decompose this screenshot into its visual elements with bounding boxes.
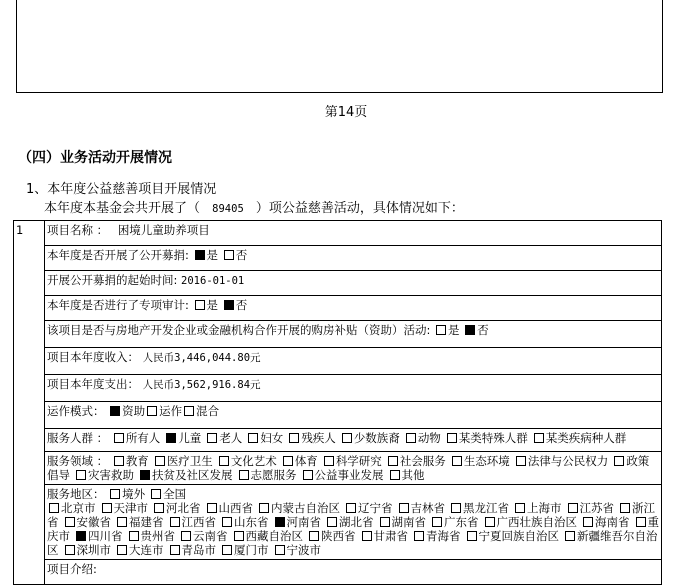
- region-label: 福建省: [129, 515, 164, 529]
- beneficiary-checkbox[interactable]: [534, 433, 544, 443]
- field-option: [112, 454, 151, 468]
- region-label: 云南省: [193, 529, 228, 543]
- beneficiary-label: 某类疾病种人群: [545, 431, 627, 445]
- beneficiary-checkbox[interactable]: [289, 433, 299, 443]
- region-checkbox[interactable]: [117, 517, 127, 527]
- beneficiary-option: [532, 431, 629, 445]
- mode-option: [182, 404, 219, 418]
- region-checkbox[interactable]: [275, 545, 285, 555]
- field-label: 教育: [125, 454, 149, 468]
- field-checkbox[interactable]: [140, 470, 150, 480]
- region-label: 河北省: [166, 501, 201, 515]
- region-checkbox[interactable]: [636, 517, 646, 527]
- region-option: [115, 543, 166, 557]
- region-label: 广西壮族自治区: [496, 515, 577, 529]
- intro-summary: [44, 197, 464, 216]
- region-checkbox[interactable]: [399, 503, 409, 513]
- beneficiary-option: [445, 431, 530, 445]
- region-checkbox[interactable]: [568, 503, 578, 513]
- region-option: [325, 515, 376, 529]
- region-option: [412, 529, 463, 543]
- region-option: [168, 543, 219, 557]
- field-checkbox[interactable]: [283, 456, 293, 466]
- project-intro-label: 项目介绍:: [47, 562, 97, 576]
- region-checkbox[interactable]: [583, 517, 593, 527]
- project-index: 1: [14, 221, 45, 585]
- field-checkbox[interactable]: [76, 470, 86, 480]
- field-checkbox[interactable]: [114, 456, 124, 466]
- region-top-options: [108, 487, 190, 501]
- region-option: [360, 529, 411, 543]
- region-option: [205, 501, 256, 515]
- region-label: 内蒙古自治区: [271, 501, 340, 515]
- region-checkbox[interactable]: [129, 531, 139, 541]
- beneficiary-option: [205, 431, 244, 445]
- field-checkbox[interactable]: [516, 456, 526, 466]
- region-option: [47, 501, 98, 515]
- region-checkbox[interactable]: [362, 531, 372, 541]
- start-date-row: 开展公开募捐的起始时间: 2016-01-01: [45, 271, 662, 296]
- region-label: 吉林省: [410, 501, 445, 515]
- project-name: 困境儿童助养项目: [117, 223, 210, 237]
- beneficiary-checkbox[interactable]: [166, 433, 176, 443]
- region-option: [397, 501, 448, 515]
- section-title: （四）业务活动开展情况: [18, 150, 172, 166]
- mode-checkbox[interactable]: [147, 406, 157, 416]
- region-option: [179, 529, 230, 543]
- region-checkbox[interactable]: [451, 503, 461, 513]
- beneficiary-option: [164, 431, 203, 445]
- field-options: [47, 454, 649, 482]
- public-fundraising-row: 本年度是否开展了公开募捐: 是 否: [45, 246, 662, 271]
- beneficiary-label: 所有人: [125, 431, 161, 445]
- region-checkbox[interactable]: [432, 517, 442, 527]
- region-checkbox[interactable]: [117, 545, 127, 555]
- intro-heading: 1、本年度公益慈善项目开展情况: [26, 182, 217, 197]
- summary-prefix: 本年度本基金会共开展了（: [44, 201, 201, 216]
- region-label: 江苏省: [579, 501, 614, 515]
- mode-label: 混合: [196, 404, 220, 418]
- mode-label: 运作: [159, 404, 183, 418]
- start-date: 2016-01-01: [181, 275, 245, 287]
- region-checkbox[interactable]: [170, 517, 180, 527]
- field-checkbox[interactable]: [324, 456, 334, 466]
- mode-option: [145, 404, 182, 418]
- region-option: [63, 543, 114, 557]
- field-checkbox[interactable]: [239, 470, 249, 480]
- region-label: 四川省: [88, 529, 123, 543]
- region-checkbox[interactable]: [380, 517, 390, 527]
- region-checkbox[interactable]: [154, 503, 164, 513]
- audit-no-checkbox[interactable]: [224, 300, 234, 310]
- field-option: [450, 454, 512, 468]
- beneficiary-label: 妇女: [260, 431, 284, 445]
- beneficiary-label: 少数族裔: [353, 431, 400, 445]
- region-option: [378, 515, 429, 529]
- field-label: 扶贫及社区发展: [152, 468, 233, 482]
- region-options: [47, 501, 659, 557]
- region-checkbox[interactable]: [207, 503, 217, 513]
- housing-no-checkbox[interactable]: [465, 325, 475, 335]
- region-option: [513, 501, 564, 515]
- beneficiary-checkbox[interactable]: [406, 433, 416, 443]
- project-count: 89405: [212, 203, 244, 215]
- beneficiaries-row: 服务人群 ： 所有人 儿童 老人 妇女 残疾人 少数族裔 动物 某类特殊人群 某类疾病种人群: [45, 429, 662, 452]
- field-checkbox[interactable]: [614, 456, 624, 466]
- field-checkbox[interactable]: [390, 470, 400, 480]
- region-label: 陕西省: [321, 529, 356, 543]
- field-option: [281, 454, 320, 468]
- region-checkbox[interactable]: [414, 531, 424, 541]
- beneficiary-label: 儿童: [178, 431, 202, 445]
- region-label: 山东省: [234, 515, 269, 529]
- region-option: [273, 543, 324, 557]
- region-label: 上海市: [527, 501, 562, 515]
- region-option: [566, 501, 617, 515]
- region-checkbox[interactable]: [565, 531, 575, 541]
- beneficiary-label: 某类特殊人群: [458, 431, 528, 445]
- region-top-label: 全国: [163, 487, 187, 501]
- region-option: [232, 529, 306, 543]
- region-top-option: [149, 487, 188, 501]
- region-option: [152, 501, 203, 515]
- region-option: [307, 529, 358, 543]
- region-top-option: [108, 487, 147, 501]
- expense-row: 项目本年度支出： 人民币3,562,916.84元: [45, 375, 662, 402]
- region-checkbox[interactable]: [222, 517, 232, 527]
- region-label: 海南省: [595, 515, 630, 529]
- field-label: 体育: [294, 454, 318, 468]
- field-option: [74, 468, 136, 482]
- beneficiary-label: 残疾人: [301, 431, 336, 445]
- field-label: 灾害救助: [88, 468, 134, 482]
- public-fundraising-no-checkbox[interactable]: [224, 250, 234, 260]
- region-label: 湖南省: [391, 515, 426, 529]
- region-checkbox[interactable]: [467, 531, 477, 541]
- region-option: [449, 501, 511, 515]
- field-option: [237, 468, 299, 482]
- project-intro-row: [45, 560, 662, 585]
- summary-suffix: ）项公益慈善活动，具体情况如下：: [255, 201, 464, 216]
- housing-subsidy-row: 该项目是否与房地产开发企业或金融机构合作开展的购房补贴（资助）活动: 是 否: [45, 321, 662, 348]
- beneficiary-option: [404, 431, 443, 445]
- region-label: 青海省: [426, 529, 461, 543]
- field-option: [388, 468, 427, 482]
- region-label: 江西省: [181, 515, 216, 529]
- region-checkbox[interactable]: [485, 517, 495, 527]
- expense-value: 人民币3,562,916.84元: [142, 379, 261, 391]
- field-option: [153, 454, 215, 468]
- region-label: 重庆市: [47, 515, 659, 543]
- mode-label: 资助: [122, 404, 146, 418]
- region-option: [115, 515, 166, 529]
- field-label: 政策倡导: [47, 454, 650, 482]
- field-option: [217, 454, 279, 468]
- region-label: 山西省: [218, 501, 253, 515]
- region-label: 新疆维吾尔自治区: [47, 529, 658, 557]
- region-checkbox[interactable]: [102, 503, 112, 513]
- region-option: [100, 501, 151, 515]
- beneficiary-checkbox[interactable]: [447, 433, 457, 443]
- region-label: 厦门市: [234, 543, 269, 557]
- field-checkbox[interactable]: [219, 456, 229, 466]
- region-label: 深圳市: [76, 543, 111, 557]
- field-option: [138, 468, 235, 482]
- region-label: 浙江省: [47, 501, 655, 529]
- beneficiary-label: 动物: [417, 431, 441, 445]
- region-label: 宁夏回族自治区: [478, 529, 559, 543]
- beneficiary-checkbox[interactable]: [248, 433, 258, 443]
- mode-checkbox[interactable]: [110, 406, 120, 416]
- income-row: 项目本年度收入： 人民币3,446,044.80元: [45, 348, 662, 375]
- field-checkbox[interactable]: [452, 456, 462, 466]
- page-number: 第14页: [324, 105, 368, 120]
- beneficiary-option: [246, 431, 285, 445]
- region-label: 广东省: [444, 515, 479, 529]
- field-label: 医疗卫生: [166, 454, 213, 468]
- region-label: 大连市: [129, 543, 164, 557]
- field-label: 生态环境: [463, 454, 510, 468]
- region-checkbox[interactable]: [76, 531, 86, 541]
- mode-checkbox[interactable]: [184, 406, 194, 416]
- field-label: 公益事业发展: [314, 468, 384, 482]
- field-label: 社会服务: [399, 454, 446, 468]
- beneficiary-options: [112, 431, 631, 445]
- field-label: 科学研究: [335, 454, 382, 468]
- beneficiary-label: 老人: [219, 431, 243, 445]
- region-top-checkbox[interactable]: [110, 489, 120, 499]
- region-checkbox[interactable]: [515, 503, 525, 513]
- field-option: [386, 454, 448, 468]
- beneficiary-checkbox[interactable]: [207, 433, 217, 443]
- region-checkbox[interactable]: [181, 531, 191, 541]
- region-label: 北京市: [61, 501, 96, 515]
- region-checkbox[interactable]: [222, 545, 232, 555]
- region-checkbox[interactable]: [234, 531, 244, 541]
- region-label: 河南省: [286, 515, 321, 529]
- region-option: [273, 515, 324, 529]
- beneficiary-option: [112, 431, 163, 445]
- beneficiary-option: [287, 431, 338, 445]
- region-option: [465, 529, 562, 543]
- field-checkbox[interactable]: [303, 470, 313, 480]
- fields-row: 服务领域 ： 教育 医疗卫生 文化艺术 体育 科学研究 社会服务 生态环境 法律与公民权力 政策倡导 灾害救助 扶贫及社区发展 志愿服务 公益事业发展 其他: [45, 452, 662, 485]
- field-label: 志愿服务: [250, 468, 297, 482]
- public-fundraising-yes-checkbox[interactable]: [195, 250, 205, 260]
- region-option: [257, 501, 342, 515]
- region-option: [220, 515, 271, 529]
- region-option: [430, 515, 481, 529]
- region-option: [581, 515, 632, 529]
- audit-row: 本年度是否进行了专项审计: 是 否: [45, 296, 662, 321]
- beneficiary-checkbox[interactable]: [342, 433, 352, 443]
- region-top-checkbox[interactable]: [151, 489, 161, 499]
- region-label: 宁波市: [286, 543, 321, 557]
- region-option: [63, 515, 114, 529]
- region-checkbox[interactable]: [327, 517, 337, 527]
- region-option: [168, 515, 219, 529]
- field-label: 其他: [401, 468, 425, 482]
- field-checkbox[interactable]: [388, 456, 398, 466]
- housing-yes-checkbox[interactable]: [436, 325, 446, 335]
- mode-row: 运作模式： 资助 运作 混合: [45, 402, 662, 429]
- region-checkbox[interactable]: [49, 503, 59, 513]
- region-label: 天津市: [113, 501, 148, 515]
- audit-yes-checkbox[interactable]: [195, 300, 205, 310]
- region-top-label: 境外: [122, 487, 146, 501]
- region-option: [220, 543, 271, 557]
- mode-options: [108, 404, 219, 418]
- region-label: 黑龙江省: [463, 501, 509, 515]
- region-label: 湖北省: [339, 515, 374, 529]
- region-option: [74, 529, 125, 543]
- field-option: [322, 454, 384, 468]
- region-checkbox[interactable]: [620, 503, 630, 513]
- mode-option: [108, 404, 145, 418]
- region-checkbox[interactable]: [275, 517, 285, 527]
- region-checkbox[interactable]: [65, 545, 75, 555]
- field-label: 文化艺术: [230, 454, 277, 468]
- region-label: 贵州省: [140, 529, 175, 543]
- region-option: [483, 515, 580, 529]
- regions-row: 服务地区： 境外 全国 北京市 天津市 河北省 山西省 内蒙古自治区 辽宁省 吉林省 黑龙江省 上海市 江苏省 浙江省 安徽省 福建省 江西省 山东省 河南省 湖北省 湖南省 广东省 广西壮族自治区 海南省 重庆市 四川省 贵州省 云南省 西藏自治区 陕西省 甘肃省 青海省 宁夏回族自治区 新疆维吾尔自治区 深圳市 大连市 青岛市 厦门市 宁波市: [45, 485, 662, 560]
- region-option: [344, 501, 395, 515]
- previous-page-frame: [16, 0, 663, 93]
- project-name-row: 项目名称 ： 困境儿童助养项目: [45, 221, 662, 246]
- region-label: 西藏自治区: [245, 529, 303, 543]
- region-checkbox[interactable]: [346, 503, 356, 513]
- region-label: 安徽省: [76, 515, 111, 529]
- region-label: 辽宁省: [358, 501, 393, 515]
- region-checkbox[interactable]: [259, 503, 269, 513]
- region-checkbox[interactable]: [170, 545, 180, 555]
- field-option: [301, 468, 386, 482]
- region-label: 青岛市: [181, 543, 216, 557]
- beneficiary-checkbox[interactable]: [114, 433, 124, 443]
- income-value: 人民币3,446,044.80元: [142, 352, 261, 364]
- region-label: 甘肃省: [373, 529, 408, 543]
- field-option: [514, 454, 611, 468]
- region-checkbox[interactable]: [65, 517, 75, 527]
- field-label: 法律与公民权力: [527, 454, 609, 468]
- project-table: [13, 220, 662, 585]
- beneficiary-option: [340, 431, 402, 445]
- field-checkbox[interactable]: [155, 456, 165, 466]
- region-option: [127, 529, 178, 543]
- region-checkbox[interactable]: [309, 531, 319, 541]
